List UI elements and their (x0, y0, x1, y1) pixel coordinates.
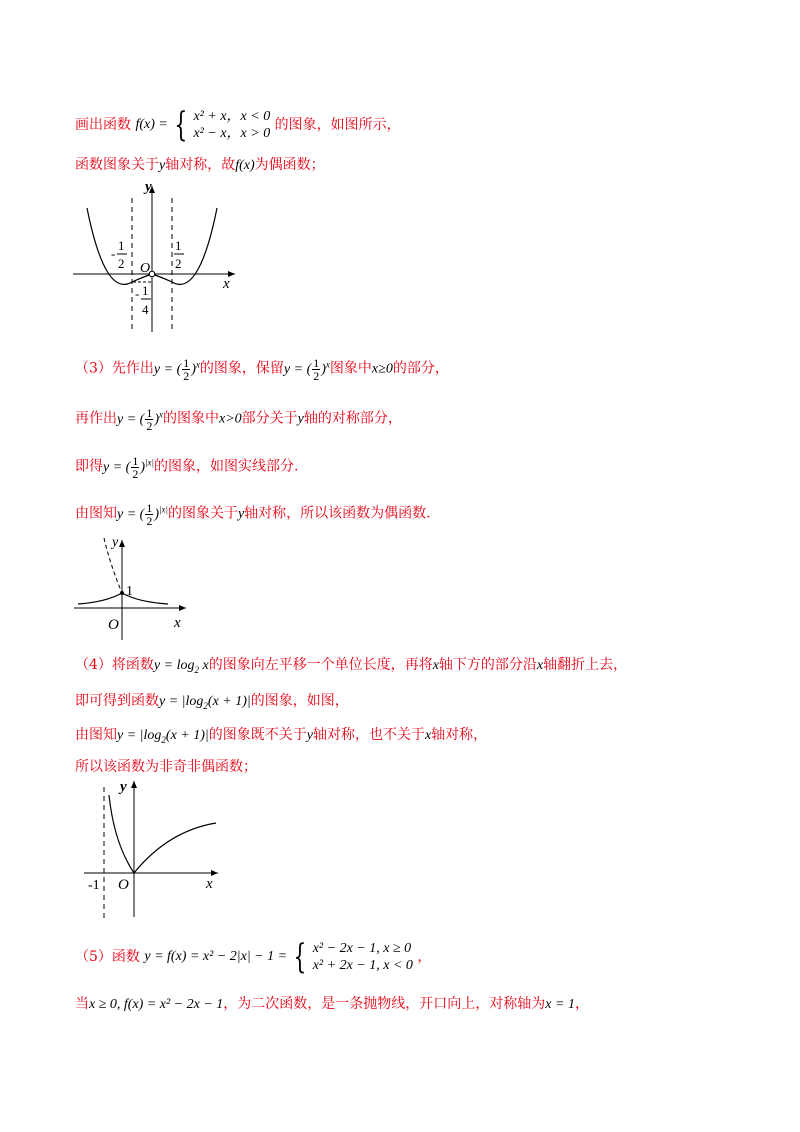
y-arrow-icon (119, 540, 125, 547)
case-2: x² − x，x > 0 (193, 126, 271, 141)
math-x: x (202, 658, 209, 673)
label-quarter-den: 4 (142, 302, 149, 317)
label-half-den: 2 (118, 256, 125, 271)
text-seg: 即得 (75, 458, 103, 475)
figure-log-graph (78, 775, 228, 925)
case-1: x² − 2x − 1, x ≥ 0 (312, 941, 412, 956)
text-line-1 (75, 105, 401, 145)
text-line-7 (75, 655, 627, 680)
text-seg: （4）将函数 (75, 657, 154, 673)
piecewise-function (135, 105, 271, 145)
text-seg: 当 (75, 996, 89, 1012)
text-line-12 (75, 994, 589, 1015)
label-x: x (223, 276, 230, 292)
math-text: y = ( (283, 361, 312, 377)
text-line-4 (75, 404, 402, 432)
label-x: x (206, 876, 213, 892)
math-text: y = |log (117, 728, 162, 743)
math-x: x (432, 658, 439, 673)
frac-den: 2 (313, 368, 320, 383)
exponent: x (325, 359, 330, 369)
curve-left (109, 795, 134, 873)
frac-num: 1 (146, 405, 153, 420)
math-abslog (117, 728, 209, 743)
math-cond: x≥0 (371, 361, 393, 377)
text-seg: 的图象中 (163, 410, 219, 427)
math-text: y = ( (153, 361, 182, 377)
frac-num: 1 (313, 355, 320, 370)
label-origin: O (108, 617, 119, 633)
frac-den: 2 (132, 466, 139, 481)
text-seg: 画出函数 (75, 117, 131, 133)
text-seg: 的图象既不关于 (208, 727, 307, 743)
text-line-5 (75, 452, 298, 480)
text-seg: 所以该函数为非奇非偶函数； (75, 759, 257, 775)
text-seg: 轴对称，故 (165, 157, 236, 173)
cases (313, 940, 413, 974)
text-seg: 的部分， (392, 360, 449, 377)
cases (193, 108, 270, 142)
frac-num: 1 (132, 453, 139, 468)
frac-den: 2 (146, 418, 153, 433)
math-log (154, 658, 209, 673)
math-exp: y = ( $\frac{1}{2}$ )$^{|x|}$ (103, 453, 154, 481)
math-text: y = ( (117, 506, 145, 522)
text-seg: 由图知 (75, 727, 117, 743)
text-seg: 的图象，如图实线部分. (153, 458, 299, 475)
math-text: (x + 1)| (165, 728, 209, 743)
text-seg: 轴对称，所以该函数为偶函数. (244, 505, 431, 522)
text-seg: 由图知 (75, 505, 117, 522)
math-y: y (159, 158, 166, 173)
math-y: y (237, 506, 245, 522)
frac-den: 2 (183, 368, 190, 383)
math-text: y = f(x) = x² − 2|x| − 1 = (144, 949, 288, 964)
math-text: x = 1 (545, 997, 575, 1012)
label-one: 1 (126, 584, 133, 599)
text-line-3 (75, 354, 449, 382)
math-text: y = log (153, 658, 195, 673)
piecewise-function (144, 937, 413, 977)
text-seg: 为偶函数； (254, 157, 325, 173)
text-seg: ，为二次函数，是一条抛物线，开口向上，对称轴为 (223, 996, 546, 1012)
text-seg: 图象中 (329, 360, 372, 377)
log-base: 2 (161, 734, 166, 745)
label-neg-sign: - (111, 246, 116, 261)
text-seg: 部分关于 (241, 410, 298, 427)
text-seg: 的图象，保留 (199, 360, 284, 377)
log-base: 2 (203, 700, 208, 711)
exponent: |x| (145, 457, 154, 467)
text-seg: 的图象，如图所示， (274, 117, 401, 133)
text-seg: 函数图象关于 (75, 157, 159, 173)
math-x: x (536, 658, 544, 673)
text-seg: 轴下方的部分沿 (438, 657, 537, 673)
math-fx: f(x) = (135, 117, 168, 132)
brace-icon: { (174, 105, 188, 145)
curve-right (134, 823, 216, 873)
frac-num: 1 (183, 355, 190, 370)
text-seg: 轴对称，也不关于 (312, 727, 425, 743)
text-seg: 轴的对称部分， (303, 410, 402, 427)
frac-den: 2 (146, 513, 153, 528)
case-2: x² + 2x − 1, x < 0 (312, 958, 413, 973)
frac-half (312, 357, 320, 382)
math-y: y (297, 411, 304, 427)
math-fx: f(x) (235, 158, 255, 173)
frac-half (145, 502, 153, 527)
log-base: 2 (194, 664, 199, 675)
math-text: x ≥ 0, f(x) = x² − 2x − 1 (89, 997, 224, 1012)
math-text: y = ( (103, 459, 131, 475)
case-1: x² + x，x < 0 (193, 109, 271, 124)
x-arrow-icon (179, 605, 186, 611)
label-y: y (120, 779, 127, 795)
math-text: (x + 1)| (207, 694, 251, 709)
exponent: x (159, 409, 163, 419)
text-seg: （5）函数 (75, 949, 140, 965)
label-half-num-right: 1 (175, 238, 182, 253)
frac-half (182, 357, 190, 382)
text-seg: ， (574, 996, 589, 1012)
point-0-1 (120, 591, 124, 595)
text-line-11 (75, 937, 432, 977)
label-quarter-num: 1 (142, 283, 149, 298)
math-abslog (159, 694, 251, 709)
label-half-den-right: 2 (175, 256, 182, 271)
math-y: y (306, 728, 313, 743)
figure-exponential-graph (68, 528, 198, 643)
label-half-num: 1 (118, 238, 125, 253)
label-origin: O (118, 877, 129, 893)
label-quarter-sign: - (135, 286, 140, 301)
curve-left (78, 593, 122, 604)
curve-right (152, 208, 217, 284)
exponent: |x| (159, 504, 168, 514)
math-exp: y = ( $\frac{1}{2}$ )$^x$ (153, 355, 200, 383)
frac-num: 1 (146, 500, 153, 515)
text-seg: 再作出 (75, 410, 117, 427)
math-text: y = |log (159, 694, 204, 709)
text-seg: 的图象关于 (167, 505, 238, 522)
text-seg: 的图象，如图， (250, 693, 349, 709)
text-seg: 轴翻折上去， (543, 657, 628, 673)
label-x: x (174, 615, 181, 631)
text-line-9 (75, 725, 487, 750)
figure-parabola-graph (65, 178, 245, 338)
exponent: x (195, 359, 200, 369)
math-x: x (424, 728, 432, 743)
frac-half (145, 407, 153, 432)
text-seg: 即可得到函数 (75, 693, 159, 709)
text-line-10 (75, 757, 257, 777)
text-seg: （3）先作出 (75, 360, 154, 377)
label-neg-one: -1 (88, 878, 100, 893)
math-exp: y = ( $\frac{1}{2}$ )$^x$ (117, 405, 163, 433)
math-cond: x>0 (219, 411, 242, 427)
label-origin: O (140, 261, 151, 276)
text-line-6 (75, 499, 431, 527)
math-exp: y = ( $\frac{1}{2}$ )$^{|x|}$ (117, 500, 168, 528)
y-arrow-icon (131, 781, 137, 788)
label-y: y (145, 179, 152, 195)
math-exp: y = ( $\frac{1}{2}$ )$^x$ (283, 355, 330, 383)
text-line-8 (75, 691, 349, 716)
text-seg: 轴对称， (431, 727, 488, 743)
text-seg: ， (417, 949, 432, 965)
frac-half (131, 455, 139, 480)
brace-icon: { (293, 937, 307, 977)
text-seg: 的图象向左平移一个单位长度，再将 (208, 657, 433, 673)
math-text: y = ( (117, 411, 145, 427)
text-line-2 (75, 155, 325, 176)
label-y: y (112, 535, 119, 550)
